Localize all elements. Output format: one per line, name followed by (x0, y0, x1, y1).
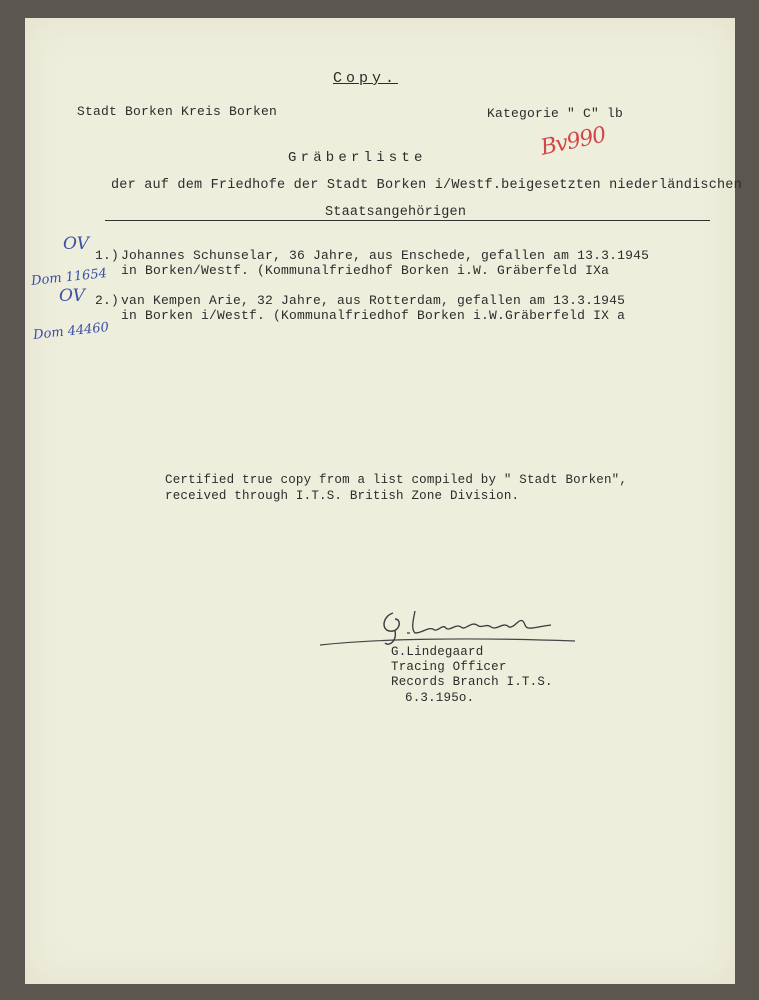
entry-2-mark: OV (59, 286, 85, 306)
subtitle-line-1: der auf dem Friedhofe der Stadt Borken i/Westf.beigesetzten niederländischen (111, 178, 742, 193)
issuing-authority: Stadt Borken Kreis Borken (77, 104, 278, 119)
entry-1-mark: OV (63, 234, 89, 254)
subtitle-line-2: Staatsangehörigen (325, 205, 467, 220)
signatory-branch: Records Branch I.T.S. (391, 675, 553, 689)
title-underline (105, 220, 710, 221)
category-label: Kategorie " C" lb (487, 106, 624, 121)
certification-line-1: Certified true copy from a list compiled by " Stadt Borken", (165, 473, 628, 487)
red-handwritten-stamp: Bv990 (538, 122, 608, 161)
entry-2-line-2: in Borken i/Westf. (Kommunalfriedhof Borken i.W.Gräberfeld IX a (121, 308, 626, 323)
signatory-title: Tracing Officer (391, 660, 507, 674)
entry-1-number: 1.) (95, 248, 120, 263)
entry-2-line-1: van Kempen Arie, 32 Jahre, aus Rotterdam, gefallen am 13.3.1945 (121, 293, 626, 308)
document-page (25, 18, 742, 984)
signatory-name: G.Lindegaard (391, 645, 484, 659)
copy-label: Copy. (333, 70, 399, 87)
entry-1-line-1: Johannes Schunselar, 36 Jahre, aus Enschede, gefallen am 13.3.1945 (121, 248, 650, 263)
entry-1-line-2: in Borken/Westf. (Kommunalfriedhof Borken i.W. Gräberfeld IXa (121, 263, 610, 278)
entry-2-handwritten-note: Dom 44460 (32, 320, 110, 343)
document-title: Gräberliste (288, 150, 427, 166)
signature-date: 6.3.195o. (405, 691, 475, 705)
entry-1-handwritten-note: Dom 11654 (30, 266, 108, 289)
certification-line-2: received through I.T.S. British Zone Division. (165, 489, 520, 503)
entry-2-number: 2.) (95, 293, 120, 308)
